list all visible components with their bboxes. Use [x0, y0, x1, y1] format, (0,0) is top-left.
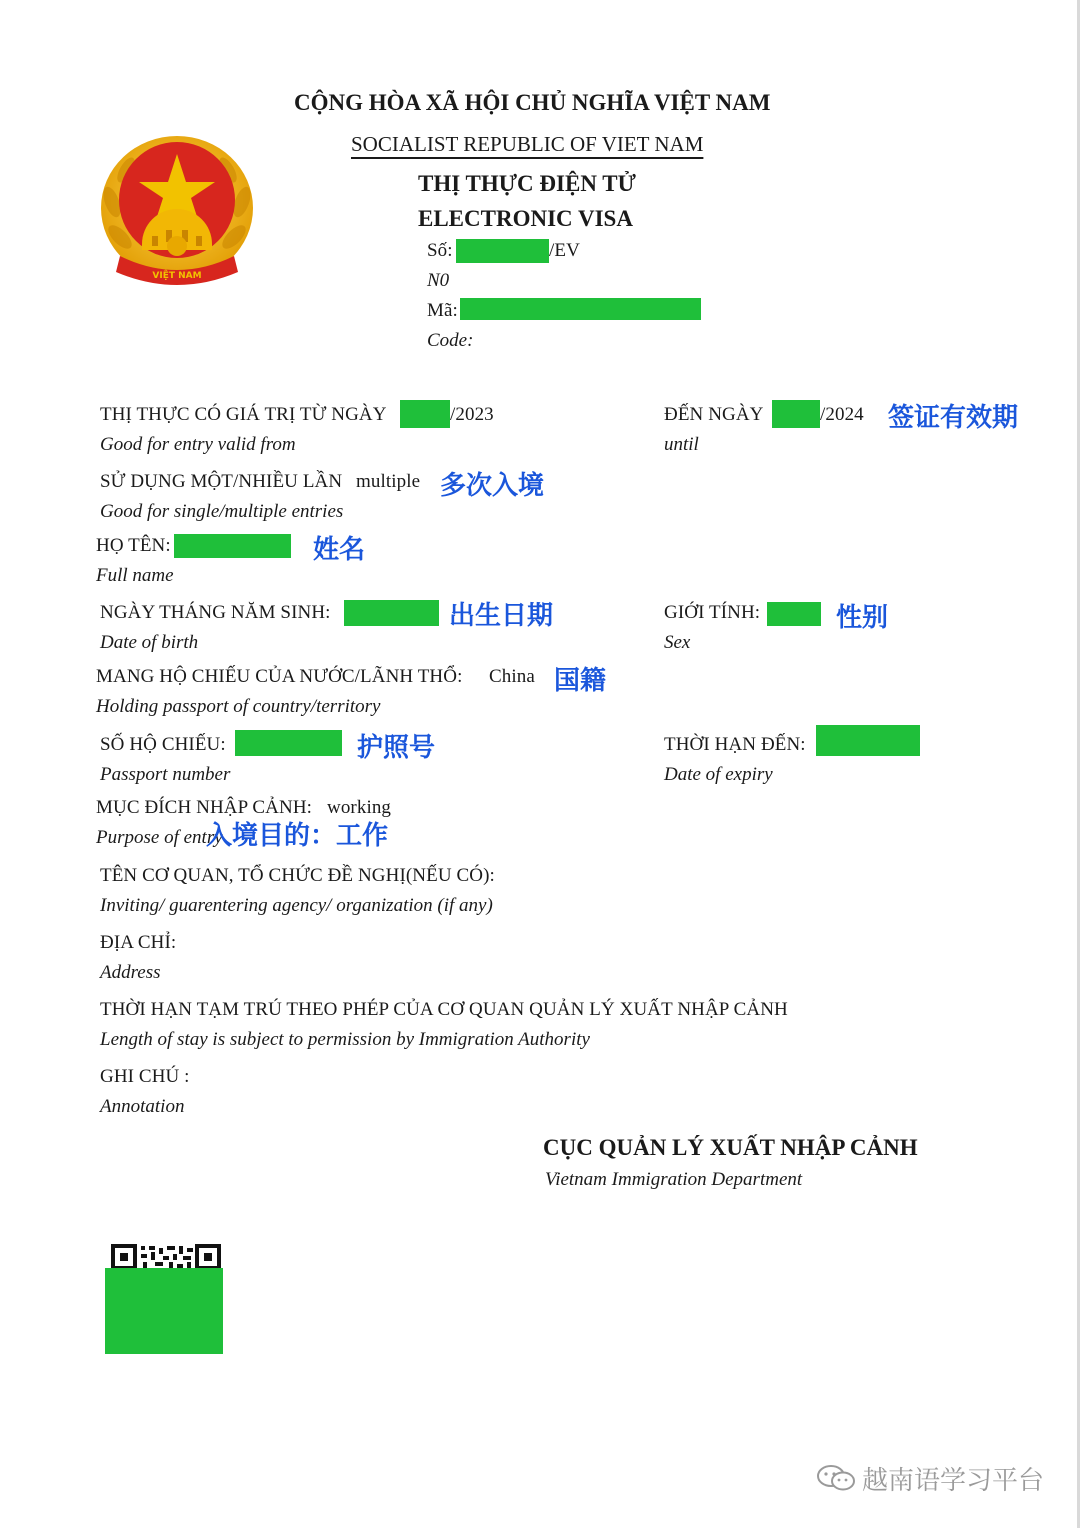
visa-number-label-en: N0: [427, 270, 450, 291]
annotation-validity: 签证有效期: [888, 403, 1019, 433]
sex-label: GIỚI TÍNH:: [664, 602, 761, 623]
expiry-label: THỜI HẠN ĐẾN:: [664, 734, 806, 755]
redacted-valid-until-date: [772, 400, 820, 428]
valid-until-label-en: until: [664, 434, 699, 455]
redacted-visa-code: [460, 298, 701, 320]
country-name-en: SOCIALIST REPUBLIC OF VIET NAM: [351, 132, 704, 156]
visa-code-label-en: Code:: [427, 330, 474, 351]
nationality-label-en: Holding passport of country/territory: [96, 696, 381, 717]
redacted-dob: [344, 600, 439, 626]
annotation-dob: 出生日期: [449, 601, 554, 631]
valid-from-label-en: Good for entry valid from: [100, 434, 296, 455]
length-of-stay-label: THỜI HẠN TẠM TRÚ THEO PHÉP CỦA CƠ QUAN QUẢN LÝ XUẤT NHẬP CẢNH: [100, 999, 788, 1020]
redacted-expiry-date: [816, 725, 920, 756]
annotation-passport: 护照号: [357, 733, 436, 763]
visa-number-suffix: /EV: [549, 240, 580, 261]
annotation-name: 姓名: [313, 535, 366, 565]
valid-until-label: ĐẾN NGÀY: [664, 404, 764, 425]
redacted-passport-number: [235, 730, 342, 756]
redacted-qr-code: [105, 1268, 223, 1354]
agency-label-en: Inviting/ guarentering agency/ organization (if any): [100, 895, 493, 916]
chat-bubble-icon: [816, 1463, 856, 1500]
annotation-label: GHI CHÚ :: [100, 1066, 190, 1087]
national-emblem-icon: [98, 132, 256, 297]
entries-label: SỬ DỤNG MỘT/NHIỀU LẦN: [100, 471, 343, 492]
valid-from-label: THỊ THỰC CÓ GIÁ TRỊ TỪ NGÀY: [100, 404, 387, 425]
expiry-label-en: Date of expiry: [664, 764, 773, 785]
valid-from-year: /2023: [450, 404, 494, 425]
purpose-label-en: Purpose of entry: [96, 827, 223, 848]
dob-label: NGÀY THÁNG NĂM SINH:: [100, 602, 331, 623]
annotation-sex: 性别: [836, 603, 889, 633]
annotation-entries: 多次入境: [440, 471, 545, 501]
doc-title-en: ELECTRONIC VISA: [418, 206, 633, 231]
country-name-vn: CỘNG HÒA XÃ HỘI CHỦ NGHĨA VIỆT NAM: [294, 90, 771, 115]
entries-value: multiple: [356, 471, 421, 492]
full-name-label-en: Full name: [96, 565, 174, 586]
entries-label-en: Good for single/multiple entries: [100, 501, 344, 522]
nationality-label: MANG HỘ CHIẾU CỦA NƯỚC/LÃNH THỔ:: [96, 666, 463, 687]
redacted-valid-from-date: [400, 400, 450, 428]
redacted-visa-number: [456, 239, 549, 263]
redacted-full-name: [174, 534, 291, 558]
passport-label: SỐ HỘ CHIẾU:: [100, 734, 226, 755]
watermark-text: 越南语学习平台: [861, 1466, 1044, 1496]
annotation-nationality: 国籍: [554, 666, 607, 696]
nationality-value: China: [489, 666, 535, 687]
address-label-en: Address: [100, 962, 161, 983]
agency-label: TÊN CƠ QUAN, TỔ CHỨC ĐỀ NGHỊ(NẾU CÓ):: [100, 865, 495, 886]
redacted-sex: [767, 602, 821, 626]
sex-label-en: Sex: [664, 632, 691, 653]
address-label: ĐỊA CHỈ:: [100, 932, 177, 953]
annotation-purpose: 入境目的：工作: [206, 821, 389, 851]
passport-label-en: Passport number: [100, 764, 231, 785]
emblem-ribbon-text: VIỆT NAM: [152, 271, 202, 281]
dob-label-en: Date of birth: [100, 632, 199, 653]
full-name-label: HỌ TÊN:: [96, 535, 171, 556]
visa-number-label: Số:: [427, 240, 453, 261]
issuing-department-vn: CỤC QUẢN LÝ XUẤT NHẬP CẢNH: [543, 1135, 918, 1160]
annotation-label-en: Annotation: [100, 1096, 185, 1117]
purpose-label: MỤC ĐÍCH NHẬP CẢNH:: [96, 797, 313, 818]
issuing-department-en: Vietnam Immigration Department: [545, 1169, 803, 1190]
valid-until-year: /2024: [820, 404, 864, 425]
platform-watermark: [816, 1460, 1044, 1500]
doc-title-vn: THỊ THỰC ĐIỆN TỬ: [418, 171, 636, 196]
visa-code-label: Mã:: [427, 300, 458, 321]
length-of-stay-label-en: Length of stay is subject to permission by Immigration Authority: [100, 1029, 590, 1050]
purpose-value: working: [327, 797, 392, 818]
